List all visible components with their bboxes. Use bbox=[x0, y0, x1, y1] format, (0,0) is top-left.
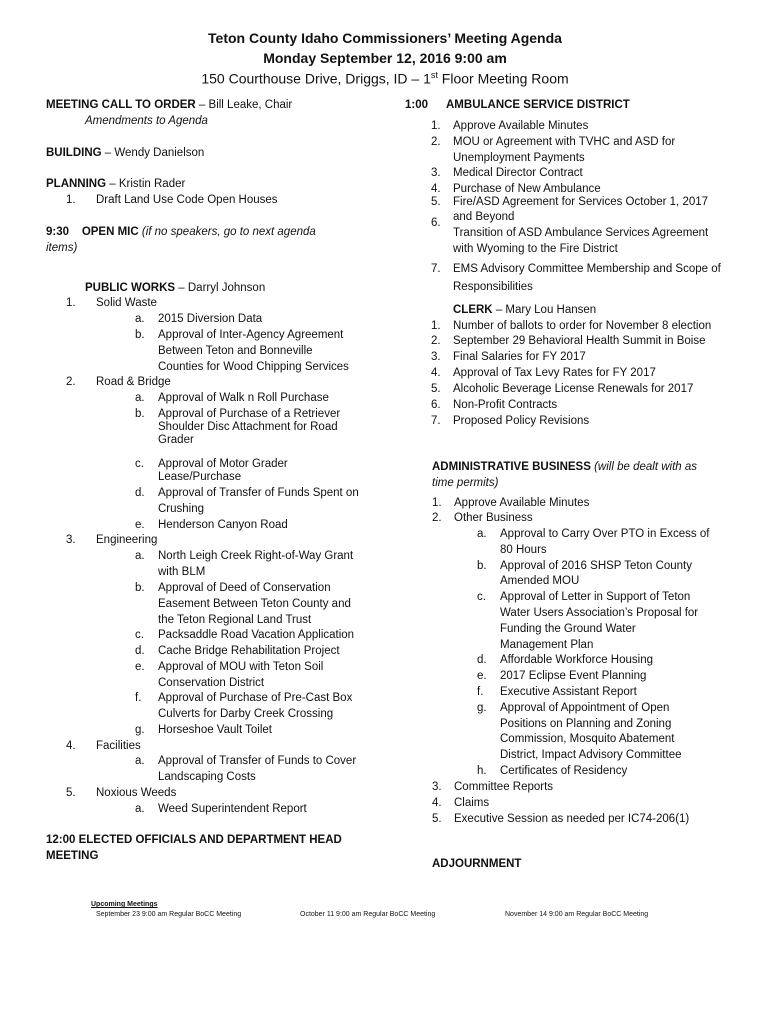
list-item: Alcoholic Beverage License Renewals for 2017 bbox=[453, 383, 694, 395]
list-item-number: 5. bbox=[66, 787, 76, 799]
list-item-number: 3. bbox=[66, 534, 76, 546]
agenda-date: Monday September 12, 2016 9:00 am bbox=[263, 50, 507, 66]
list-item-number: d. bbox=[477, 654, 487, 666]
list-item-number: a. bbox=[135, 755, 145, 767]
list-item: North Leigh Creek Right-of-Way Grant bbox=[158, 550, 354, 562]
admin-heading: ADMINISTRATIVE BUSINESS (will be dealt with as bbox=[432, 461, 697, 473]
list-item: Conservation District bbox=[158, 677, 265, 689]
list-item: Approval of Purchase of a Retriever bbox=[158, 408, 341, 420]
list-item: Affordable Workforce Housing bbox=[500, 654, 653, 666]
list-item-number: 6. bbox=[431, 217, 441, 229]
list-item: Road & Bridge bbox=[96, 376, 171, 388]
amendments-to-agenda: Amendments to Agenda bbox=[85, 115, 208, 127]
list-item: Landscaping Costs bbox=[158, 771, 256, 783]
list-item: Approval of MOU with Teton Soil bbox=[158, 661, 324, 673]
list-item: EMS Advisory Committee Membership and Scope of bbox=[453, 263, 721, 275]
list-item: Approval of Transfer of Funds Spent on bbox=[158, 487, 359, 499]
list-item: Approval of Purchase of Pre-Cast Box bbox=[158, 692, 353, 704]
list-item: Approval of Transfer of Funds to Cover bbox=[158, 755, 357, 767]
agenda-title: Teton County Idaho Commissioners’ Meeting Agenda bbox=[208, 30, 562, 46]
open-mic-note: items) bbox=[46, 242, 78, 254]
list-item: Cache Bridge Rehabilitation Project bbox=[158, 645, 340, 657]
list-item: 80 Hours bbox=[500, 544, 547, 556]
list-item: Positions on Planning and Zoning bbox=[500, 718, 672, 730]
list-item: Approve Available Minutes bbox=[453, 120, 589, 132]
list-item: Purchase of New Ambulance bbox=[453, 183, 601, 195]
list-item: Approval of Deed of Conservation bbox=[158, 582, 331, 594]
ambulance-heading: AMBULANCE SERVICE DISTRICT bbox=[446, 99, 630, 111]
list-item-number: 3. bbox=[431, 167, 441, 179]
list-item-number: 2. bbox=[431, 136, 441, 148]
list-item-number: a. bbox=[135, 313, 145, 325]
list-item-number: a. bbox=[135, 392, 145, 404]
list-item: Executive Assistant Report bbox=[500, 686, 637, 698]
list-item: Noxious Weeds bbox=[96, 787, 177, 799]
upcoming-meeting-3: November 14 9:00 am Regular BoCC Meeting bbox=[505, 911, 649, 918]
list-item-number: g. bbox=[135, 724, 145, 736]
list-item-number: a. bbox=[135, 803, 145, 815]
ambulance-time: 1:00 bbox=[405, 99, 429, 111]
building-heading: BUILDING – Wendy Danielson bbox=[46, 147, 205, 159]
list-item-number: c. bbox=[477, 591, 486, 603]
list-item: Claims bbox=[454, 797, 490, 809]
list-item-number: 1. bbox=[432, 497, 442, 509]
list-item: Committee Reports bbox=[454, 781, 554, 793]
upcoming-meetings-heading: Upcoming Meetings bbox=[91, 901, 158, 908]
list-item-number: 6. bbox=[431, 399, 441, 411]
list-item: with BLM bbox=[158, 566, 206, 578]
list-item: Number of ballots to order for November 8 election bbox=[453, 320, 712, 332]
list-item-number: d. bbox=[135, 487, 145, 499]
list-item: MOU or Agreement with TVHC and ASD for bbox=[453, 136, 676, 148]
list-item-number: 7. bbox=[431, 263, 441, 275]
list-item: Henderson Canyon Road bbox=[158, 519, 288, 531]
list-item-number: g. bbox=[477, 702, 487, 714]
list-item-number: e. bbox=[477, 670, 487, 682]
list-item: Solid Waste bbox=[96, 297, 157, 309]
list-item: Shoulder Disc Attachment for Road bbox=[158, 421, 338, 433]
list-item-number: h. bbox=[477, 765, 487, 777]
list-item: Approval of Letter in Support of Teton bbox=[500, 591, 691, 603]
list-item-number: 4. bbox=[66, 740, 76, 752]
list-item-number: e. bbox=[135, 519, 145, 531]
upcoming-meeting-2: October 11 9:00 am Regular BoCC Meeting bbox=[300, 911, 436, 918]
list-item-number: b. bbox=[135, 408, 145, 420]
agenda-location: 150 Courthouse Drive, Driggs, ID – 1st Floor Meeting Room bbox=[201, 70, 569, 87]
list-item: Between Teton and Bonneville bbox=[158, 345, 313, 357]
list-item: Facilities bbox=[96, 740, 141, 752]
list-item: Culverts for Darby Creek Crossing bbox=[158, 708, 334, 720]
list-item: Certificates of Residency bbox=[500, 765, 628, 777]
list-item: Packsaddle Road Vacation Application bbox=[158, 629, 355, 641]
list-item: Approval of 2016 SHSP Teton County bbox=[500, 560, 693, 572]
list-item: Other Business bbox=[454, 512, 533, 524]
list-item-number: c. bbox=[135, 458, 144, 470]
list-item: Grader bbox=[158, 434, 194, 446]
list-item-number: 5. bbox=[431, 383, 441, 395]
list-item: Approval of Tax Levy Rates for FY 2017 bbox=[453, 367, 656, 379]
list-item: and Beyond bbox=[453, 211, 515, 223]
list-item: with Wyoming to the Fire District bbox=[453, 243, 618, 255]
list-item: Counties for Wood Chipping Services bbox=[158, 361, 349, 373]
list-item-number: 1. bbox=[431, 120, 441, 132]
list-item-number: 2. bbox=[431, 335, 441, 347]
planning-item: Draft Land Use Code Open Houses bbox=[96, 194, 278, 206]
planning-item-num: 1. bbox=[66, 194, 76, 206]
list-item: Approve Available Minutes bbox=[454, 497, 590, 509]
list-item: Approval of Motor Grader bbox=[158, 458, 288, 470]
list-item-number: 5. bbox=[431, 196, 441, 208]
list-item-number: a. bbox=[477, 528, 487, 540]
list-item-number: 5. bbox=[432, 813, 442, 825]
list-item: Commission, Mosquito Abatement bbox=[500, 733, 675, 745]
list-item: the Teton Regional Land Trust bbox=[158, 614, 312, 626]
list-item: Unemployment Payments bbox=[453, 152, 585, 164]
list-item-number: f. bbox=[135, 692, 142, 704]
list-item-number: b. bbox=[135, 329, 145, 341]
list-item: 2017 Eclipse Event Planning bbox=[500, 670, 647, 682]
list-item: Medical Director Contract bbox=[453, 167, 583, 179]
list-item-number: b. bbox=[477, 560, 487, 572]
planning-heading: PLANNING – Kristin Rader bbox=[46, 178, 186, 190]
list-item-number: a. bbox=[135, 550, 145, 562]
clerk-heading: CLERK – Mary Lou Hansen bbox=[453, 304, 597, 316]
list-item: Management Plan bbox=[500, 639, 594, 651]
elected-officials-heading-2: MEETING bbox=[46, 850, 99, 862]
elected-officials-heading: 12:00 ELECTED OFFICIALS AND DEPARTMENT HEAD bbox=[46, 834, 342, 846]
list-item-number: f. bbox=[477, 686, 484, 698]
adjournment: ADJOURNMENT bbox=[432, 858, 522, 870]
open-mic-heading: 9:30 OPEN MIC (if no speakers, go to next agenda bbox=[46, 226, 316, 238]
list-item: Funding the Ground Water bbox=[500, 623, 636, 635]
list-item-number: 3. bbox=[432, 781, 442, 793]
list-item: Responsibilities bbox=[453, 281, 533, 293]
list-item: Crushing bbox=[158, 503, 205, 515]
list-item-number: 3. bbox=[431, 351, 441, 363]
public-works-heading: PUBLIC WORKS – Darryl Johnson bbox=[85, 282, 266, 294]
list-item-number: 2. bbox=[432, 512, 442, 524]
list-item-number: 7. bbox=[431, 415, 441, 427]
list-item-number: d. bbox=[135, 645, 145, 657]
list-item: District, Impact Advisory Committee bbox=[500, 749, 682, 761]
list-item: Approval to Carry Over PTO in Excess of bbox=[500, 528, 710, 540]
list-item-number: e. bbox=[135, 661, 145, 673]
list-item: Water Users Association’s Proposal for bbox=[500, 607, 699, 619]
list-item-number: 1. bbox=[66, 297, 76, 309]
list-item: Easement Between Teton County and bbox=[158, 598, 351, 610]
upcoming-meeting-1: September 23 9:00 am Regular BoCC Meeting bbox=[96, 911, 242, 918]
list-item: Transition of ASD Ambulance Services Agreement bbox=[453, 227, 709, 239]
list-item: Weed Superintendent Report bbox=[158, 803, 307, 815]
list-item: Horseshoe Vault Toilet bbox=[158, 724, 273, 736]
list-item-number: 4. bbox=[432, 797, 442, 809]
list-item: Executive Session as needed per IC74-206(1) bbox=[454, 813, 690, 825]
list-item: September 29 Behavioral Health Summit in Boise bbox=[453, 335, 706, 347]
list-item-number: 1. bbox=[431, 320, 441, 332]
list-item: Proposed Policy Revisions bbox=[453, 415, 590, 427]
list-item-number: b. bbox=[135, 582, 145, 594]
call-to-order: MEETING CALL TO ORDER – Bill Leake, Chair bbox=[46, 99, 293, 111]
list-item-number: 4. bbox=[431, 367, 441, 379]
list-item: Approval of Walk n Roll Purchase bbox=[158, 392, 329, 404]
list-item-number: 2. bbox=[66, 376, 76, 388]
list-item: 2015 Diversion Data bbox=[158, 313, 263, 325]
list-item: Lease/Purchase bbox=[158, 471, 242, 483]
list-item: Engineering bbox=[96, 534, 158, 546]
list-item: Final Salaries for FY 2017 bbox=[453, 351, 586, 363]
list-item: Approval of Inter-Agency Agreement bbox=[158, 329, 344, 341]
list-item: Amended MOU bbox=[500, 575, 580, 587]
list-item-number: 4. bbox=[431, 183, 441, 195]
admin-note: time permits) bbox=[432, 477, 499, 489]
list-item: Non-Profit Contracts bbox=[453, 399, 558, 411]
list-item: Fire/ASD Agreement for Services October 1, 2017 bbox=[453, 196, 709, 208]
list-item: Approval of Appointment of Open bbox=[500, 702, 670, 714]
list-item-number: c. bbox=[135, 629, 144, 641]
